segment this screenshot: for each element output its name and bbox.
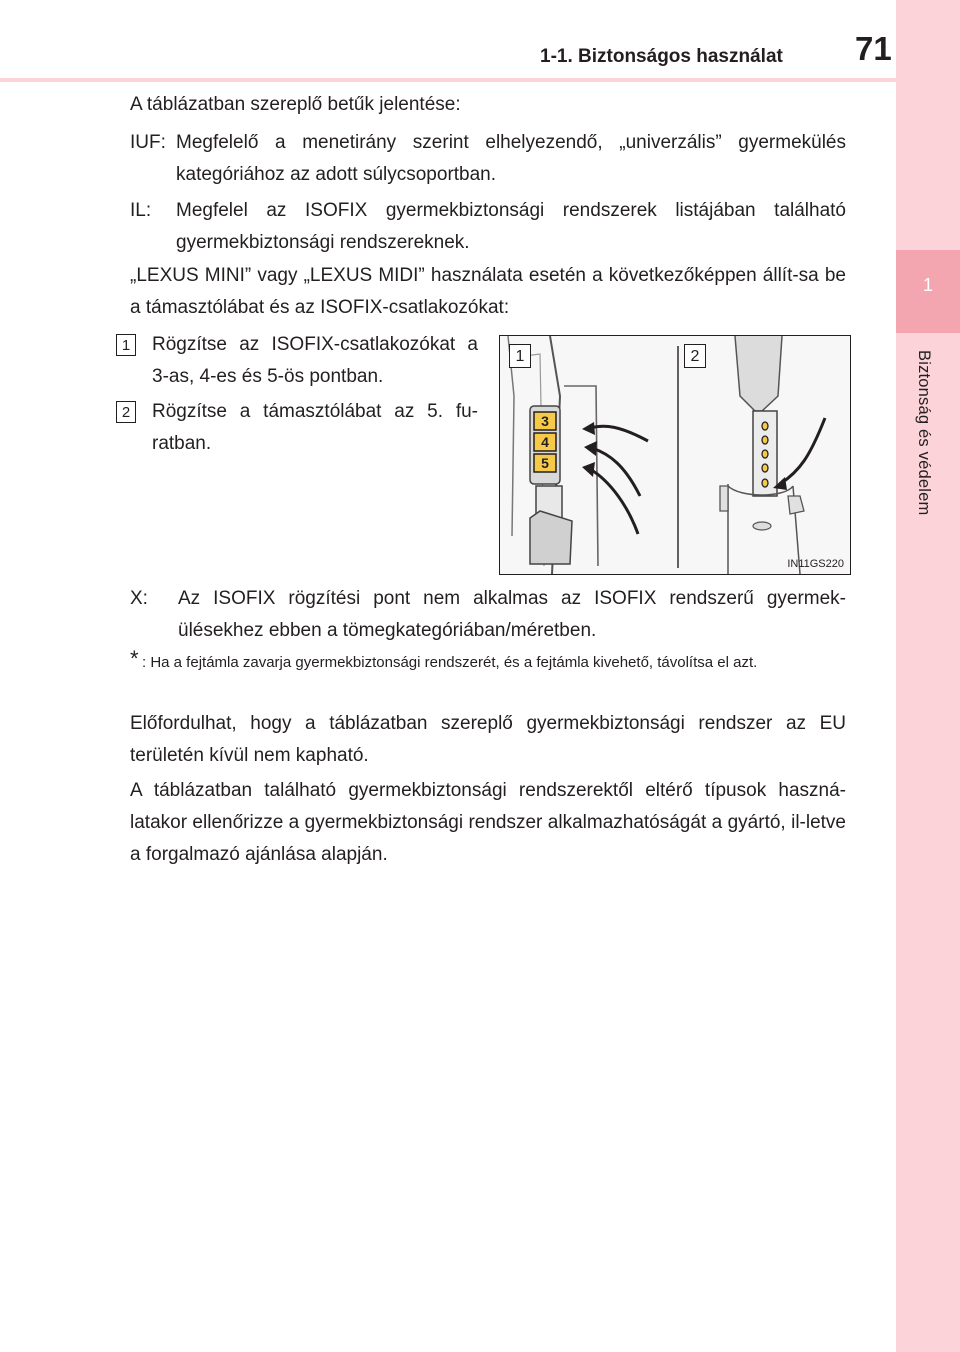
definition-text-il: Megfelel az ISOFIX gyermekbiztonsági rendszerek listájában található gyermekbiztonsági rendszereknek. <box>176 200 846 253</box>
chapter-title: Biztonság és védelem <box>915 350 933 516</box>
lexus-paragraph: „LEXUS MINI” vagy „LEXUS MIDI” használata esetén a következőképpen állít-sa be a támasztólábat és az ISOFIX-csatlakozókat: <box>130 265 846 318</box>
definition-text-x: Az ISOFIX rögzítési pont nem alkalmas az ISOFIX rendszerű gyermek-ülésekhez ebben a tömegkategóriában/méretben. <box>178 588 846 641</box>
chapter-side-tab <box>896 0 960 1352</box>
step-number-badge: 1 <box>116 334 136 356</box>
footnote-text: : Ha a fejtámla zavarja gyermekbiztonsági rendszerét, és a fejtámla kivehető, távolítsa el azt. <box>142 654 758 671</box>
figure-code: IN11GS220 <box>787 558 844 570</box>
step-number-badge: 2 <box>116 401 136 423</box>
intro-text: A táblázatban szereplő betűk jelentése: <box>130 94 461 115</box>
paragraph-availability: Előfordulhat, hogy a táblázatban szereplő gyermekbiztonsági rendszer az EU területén kívül nem kapható. <box>130 713 846 766</box>
position-markers <box>534 412 556 472</box>
figure-badge-2: 2 <box>684 344 706 368</box>
definition-key-x: X: <box>130 588 148 609</box>
paragraph-other-types: A táblázatban található gyermekbiztonsági rendszerektől eltérő típusok haszná-latakor ellenőrizze a gyermekbiztonsági rendszer alkalmazhatóságát a gyártó, il-letve a forgalmazó ajánlása alapján. <box>130 780 846 865</box>
chapter-number: 1 <box>922 275 933 295</box>
definition-key-il: IL: <box>130 200 152 221</box>
definition-key-iuf: IUF: <box>130 132 166 153</box>
marker-label-3: 3 <box>541 413 549 429</box>
isofix-illustration <box>499 335 851 575</box>
marker-label-4: 4 <box>541 434 549 450</box>
page-number: 71 <box>855 30 892 67</box>
section-title: 1-1. Biztonságos használat <box>540 46 783 67</box>
step-text-2: Rögzítse a támasztólábat az 5. fu-ratban. <box>152 401 478 454</box>
marker-label-5: 5 <box>541 455 549 471</box>
header-rule <box>0 78 896 82</box>
figure-badge-1: 1 <box>509 344 531 368</box>
definition-text-iuf: Megfelelő a menetirány szerint elhelyezendő, „univerzális” gyermekülés kategóriához az adott súlycsoportban. <box>176 132 846 185</box>
step-text-1: Rögzítse az ISOFIX-csatlakozókat a 3-as, 4-es és 5-ös pontban. <box>152 334 478 387</box>
footnote-mark: * <box>130 646 139 671</box>
isofix-drawing <box>500 336 850 574</box>
